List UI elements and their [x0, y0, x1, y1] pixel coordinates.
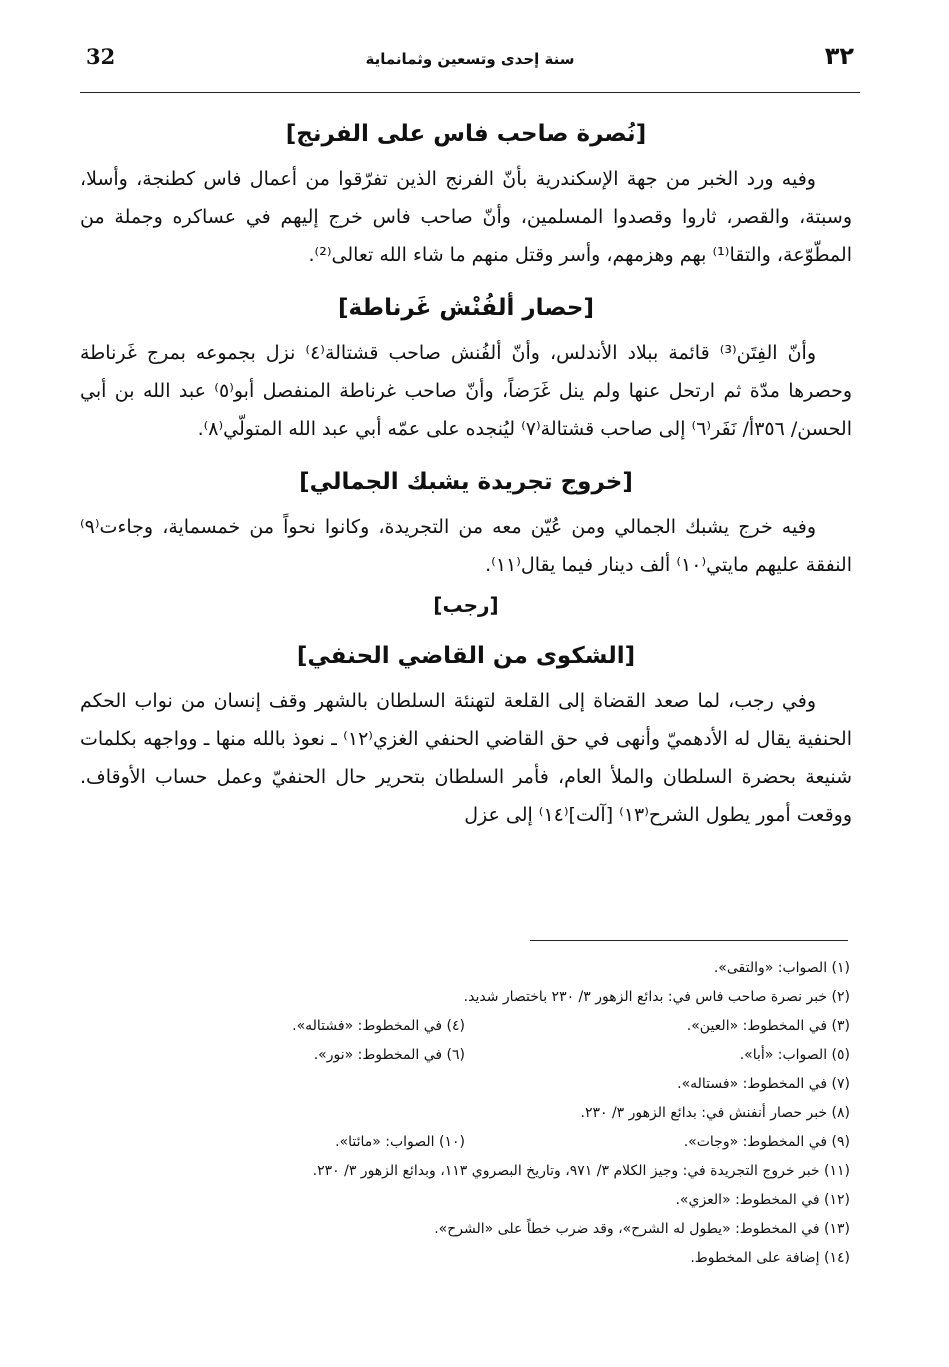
page-number-latin: 32 — [86, 44, 116, 69]
month-heading: [رجب] — [433, 593, 499, 617]
running-title: سنة إحدى وتسعين وثمانماية — [365, 50, 575, 68]
section-heading: [نُصرة صاحب فاس على الفرنج] — [285, 121, 647, 147]
section-paragraph: وأنّ الفِتَن⁽³⁾ قائمة ببلاد الأندلس، وأنّ ألفُنش صاحب قشتالة⁽٤⁾ نزل بجموعه بمرج غَرناطة وحصرها مدّة ثم ارتحل عنها ولم ينل غَرَضاً، وأنّ صاحب غرناطة المنفصل أبو⁽٥⁾ عبد الله بن أبي الحسن/ ٣٥٦أ/ نَفَر⁽٦⁾ إلى صاحب قشتالة⁽٧⁾ ليُنجده على عمّه أبي عبد الله المتولّي⁽٨⁾. — [80, 342, 852, 440]
footnote: (١١) خبر خروج التجريدة في: وجيز الكلام ٣/ ٩٧١، وتاريخ البصروي ١١٣، وبدائع الزهور ٣/ ٢٣٠. — [312, 1163, 850, 1179]
footnote-rule — [530, 940, 848, 941]
footnote: (٣) في المخطوط: «العين». (٤) في المخطوط: «فشتاله». — [80, 1012, 850, 1041]
footnote: (٩) في المخطوط: «وجات». (١٠) الصواب: «مائتا». — [80, 1128, 850, 1157]
footnote: (٨) خبر حصار أنفنش في: بدائع الزهور ٣/ ٢٣٠. — [580, 1105, 850, 1121]
footnote: (٢) خبر نصرة صاحب فاس في: بدائع الزهور ٣/ ٢٣٠ باختصار شديد. — [463, 989, 850, 1005]
footnote: (١٣) في المخطوط: «يطول له الشرح»، وقد ضرب خطاً على «الشرح». — [434, 1221, 850, 1237]
footnote: (١) الصواب: «والتقى». — [713, 960, 850, 976]
footnote-second: (١٠) الصواب: «مائتا». — [335, 1134, 465, 1150]
footnote: (١٤) إضافة على المخطوط. — [690, 1250, 850, 1266]
running-head — [80, 38, 860, 88]
footnote: (٥) الصواب: «أبا». (٦) في المخطوط: «نور». — [80, 1041, 850, 1070]
page-number-arabic: ٣٢ — [824, 42, 854, 70]
header-rule — [80, 92, 860, 93]
footnote: (١٢) في المخطوط: «العزي». — [675, 1192, 850, 1208]
section-paragraph: وفي رجب، لما صعد القضاة إلى القلعة لتهنئة السلطان بالشهر وقف إنسان من نواب الحكم الحنفية يقال له الأدهميّ وأنهى في حق القاضي الحنفي الغزي⁽١٢⁾ ـ نعوذ بالله منها ـ وواجهه بكلمات شنيعة بحضرة السلطان والملأ العام، فأمر السلطان بتحرير حال الحنفيّ وعمل حساب الأوقاف. ووقعت أمور يطول الشرح⁽١٣⁾ [آلت]⁽١٤⁾ إلى عزل — [80, 690, 852, 826]
footnote-second: (٤) في المخطوط: «فشتاله». — [292, 1018, 465, 1034]
footnote: (٧) في المخطوط: «فستاله». — [677, 1076, 850, 1092]
footnote-second: (٦) في المخطوط: «نور». — [313, 1047, 465, 1063]
footnotes — [80, 954, 850, 1273]
section-heading: [الشكوى من القاضي الحنفي] — [296, 643, 636, 669]
main-text — [80, 100, 852, 834]
section-paragraph: وفيه ورد الخبر من جهة الإسكندرية بأنّ الفرنج الذين تفرّقوا من أعمال فاس كطنجة، وأسلا، وسبتة، والقصر، ثاروا وقصدوا المسلمين، وأنّ صاحب فاس خرج إليهم في عساكره وجملة من المطّوّعة، والتقا⁽¹⁾ بهم وهزمهم، وأسر وقتل منهم ما شاء الله تعالى⁽²⁾. — [80, 168, 852, 266]
section-paragraph: وفيه خرج يشبك الجمالي ومن عُيّن معه من التجريدة، وكانوا نحواً من خمسماية، وجاءت⁽٩⁾ النفقة عليهم مايتي⁽١٠⁾ ألف دينار فيما يقال⁽١١⁾. — [80, 516, 852, 576]
section-heading: [خروج تجريدة يشبك الجمالي] — [299, 469, 633, 495]
section-heading: [حصار ألفُنْش غَرناطة] — [337, 295, 595, 321]
